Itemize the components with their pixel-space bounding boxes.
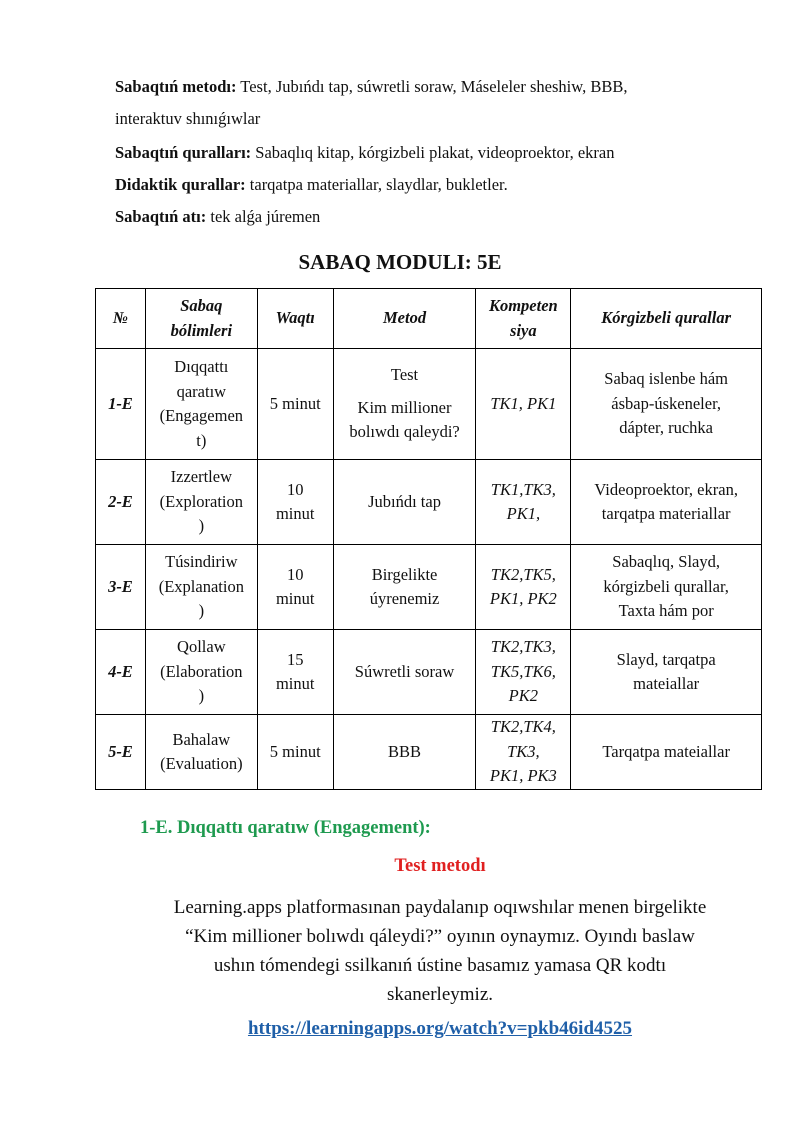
competency-cell (476, 545, 571, 630)
method-main: Birgelikte (371, 564, 438, 584)
lesson-part-cell (145, 460, 257, 545)
header-method: Metod (333, 289, 476, 349)
method-main: Súwretli soraw (354, 661, 455, 681)
competency-cell-line: PK1, PK2 (489, 589, 557, 608)
method-label: Sabaqtıń metodı: (115, 77, 237, 96)
competency-cell (476, 715, 571, 790)
table-body (96, 349, 762, 790)
competency-cell-line: TK1,TK3, (490, 479, 556, 499)
learningapps-link[interactable]: https://learningapps.org/watch?v=pkb46id4525 (247, 1018, 633, 1039)
method-main: Test (390, 365, 419, 385)
method-value-cont: interaktuv shınıǵıwlar (115, 109, 261, 128)
competency-cell-line: PK2 (508, 686, 539, 706)
engagement-heading: 1-E. Dıqqattı qaratıw (Engagement): (140, 818, 431, 838)
paragraph-line: skanerleymiz. (386, 984, 494, 1005)
lesson-part-cell-line: (Elaboration (160, 661, 243, 681)
time-cell-line: 10 (286, 479, 304, 499)
visual-tools-cell-line: dápter, ruchka (619, 418, 714, 438)
method-sub-line: Kim millioner (357, 397, 452, 417)
method-cell (333, 460, 476, 545)
visual-tools-cell-line: Slayd, tarqatpa (616, 649, 716, 669)
visual-tools-cell (571, 349, 762, 460)
header-number: № (96, 289, 146, 349)
lesson-part-cell-line: (Explanation (158, 576, 244, 596)
competency-cell-line: PK1, PK3 (489, 766, 557, 786)
competency-cell-line: TK3, (507, 741, 540, 761)
lesson-part-cell-line: ) (198, 601, 205, 621)
method-value: Test, Jubıńdı tap, súwretli soraw, Máseleler sheshiw, BBB, (236, 77, 628, 96)
header-lesson-parts (145, 289, 257, 349)
method-cell (333, 545, 476, 630)
time-cell (257, 460, 333, 545)
visual-tools-cell-line: tarqatpa materiallar (601, 504, 731, 523)
header-visual-tools: Kórgizbeli qurallar (571, 289, 762, 349)
lesson-part-cell-line: Túsindiriw (165, 552, 238, 572)
time-cell-line: 10 (286, 564, 304, 584)
lesson-name (115, 201, 735, 233)
lesson-part-cell (145, 630, 257, 715)
competency-cell-line: TK2,TK5, (490, 564, 556, 584)
visual-tools-cell (571, 460, 762, 545)
competency-cell (476, 349, 571, 460)
name-label: Sabaqtıń atı: (115, 207, 207, 226)
lesson-part-cell-line: qaratıw (176, 381, 227, 401)
visual-tools-cell (571, 630, 762, 715)
lesson-tools (115, 137, 735, 169)
visual-tools-cell-line: Taxta hám por (618, 601, 714, 621)
time-cell (257, 630, 333, 715)
time-cell-line: 15 (286, 649, 304, 669)
lesson-method (115, 71, 735, 135)
table-header-row (96, 289, 762, 349)
lesson-part-cell-line: Bahalaw (172, 729, 231, 749)
visual-tools-cell-line: mateiallar (633, 674, 700, 693)
lesson-part-cell-line: Qollaw (177, 637, 226, 657)
method-sub (338, 396, 472, 445)
competency-cell-line: TK2,TK3, (490, 637, 556, 657)
lesson-part-cell (145, 715, 257, 790)
time-cell-line: minut (275, 589, 315, 608)
instructions-paragraph (120, 893, 760, 1009)
competency-cell-line: PK1, (506, 504, 541, 523)
lesson-part-cell-line: (Evaluation) (160, 754, 243, 773)
lesson-part-cell-line: (Exploration (159, 491, 244, 511)
competency-cell-line: TK1, PK1 (490, 393, 557, 413)
visual-tools-cell-line: Sabaq islenbe hám (604, 369, 729, 389)
paragraph-line: ushın tómendegi ssilkanıń ústine basamız yamasa QR kodtı (213, 955, 667, 976)
time-cell-line: minut (275, 504, 315, 523)
competency-cell-line: TK5,TK6, (490, 661, 556, 681)
table-row (96, 460, 762, 545)
visual-tools-cell (571, 715, 762, 790)
stage-cell: 3-E (96, 545, 146, 630)
visual-tools-cell-line: ásbap-úskeneler, (611, 393, 722, 413)
method-cell (333, 630, 476, 715)
header-time: Waqtı (257, 289, 333, 349)
header-comp-line2: siya (510, 320, 537, 340)
stage-cell: 2-E (96, 460, 146, 545)
time-cell-line: 5 minut (269, 741, 321, 761)
tools-label: Sabaqtıń quralları: (115, 143, 252, 162)
competency-cell (476, 630, 571, 715)
header-parts-line1: Sabaq (180, 296, 223, 315)
name-value: tek alǵa júremen (206, 207, 321, 226)
lesson-part-cell-line: (Engagemen (159, 406, 244, 425)
header-competency (476, 289, 571, 349)
lesson-part-cell-line: Dıqqattı (174, 357, 229, 376)
method-sub-line: bolıwdı qaleydi? (349, 422, 460, 442)
time-cell-line: 5 minut (269, 393, 321, 413)
paragraph-line: “Kim millioner bolıwdı qáleydi?” oyının oynaymız. Oyındı baslaw (185, 926, 695, 947)
time-cell (257, 715, 333, 790)
method-cell (333, 715, 476, 790)
method-main: Jubıńdı tap (368, 491, 441, 511)
method-sub (370, 589, 440, 608)
tools-value: Sabaqlıq kitap, kórgizbeli plakat, videoproektor, ekran (251, 143, 615, 162)
competency-cell-line: TK2,TK4, (490, 717, 556, 737)
method-cell (333, 349, 476, 460)
test-method-heading: Test metodı (394, 856, 486, 876)
didactic-value: tarqatpa materiallar, slaydlar, bukletler. (245, 175, 508, 194)
visual-tools-cell-line: Tarqatpa mateiallar (602, 741, 730, 761)
didactic-label: Didaktik qurallar: (115, 175, 246, 194)
header-comp-line1: Kompeten (488, 296, 558, 315)
module-title: SABAQ MODULI: 5E (298, 250, 502, 274)
method-sub-line: úyrenemiz (369, 589, 440, 608)
lesson-part-cell (145, 349, 257, 460)
time-cell (257, 349, 333, 460)
table-row (96, 715, 762, 790)
time-cell (257, 545, 333, 630)
stage-cell: 4-E (96, 630, 146, 715)
method-main: BBB (388, 741, 422, 761)
lesson-part-cell (145, 545, 257, 630)
visual-tools-cell-line: kórgizbeli qurallar, (603, 576, 729, 596)
lesson-part-cell-line: ) (198, 516, 205, 536)
didactic-tools (115, 169, 735, 201)
lesson-part-cell-line: Izzertlew (170, 467, 233, 487)
visual-tools-cell (571, 545, 762, 630)
visual-tools-cell-line: Videoproektor, ekran, (594, 479, 738, 499)
stage-cell: 1-E (96, 349, 146, 460)
table-row (96, 630, 762, 715)
visual-tools-cell-line: Sabaqlıq, Slayd, (612, 552, 720, 572)
paragraph-line: Learning.apps platformasınan paydalanıp oqıwshılar menen birgelikte (173, 897, 707, 918)
lesson-module-table (95, 288, 762, 790)
lesson-part-cell-line: t) (196, 430, 207, 450)
header-parts-line2: bólimleri (170, 320, 233, 340)
lesson-part-cell-line: ) (198, 686, 205, 706)
stage-cell: 5-E (96, 715, 146, 790)
competency-cell (476, 460, 571, 545)
table-row (96, 545, 762, 630)
time-cell-line: minut (275, 674, 315, 693)
table-row (96, 349, 762, 460)
